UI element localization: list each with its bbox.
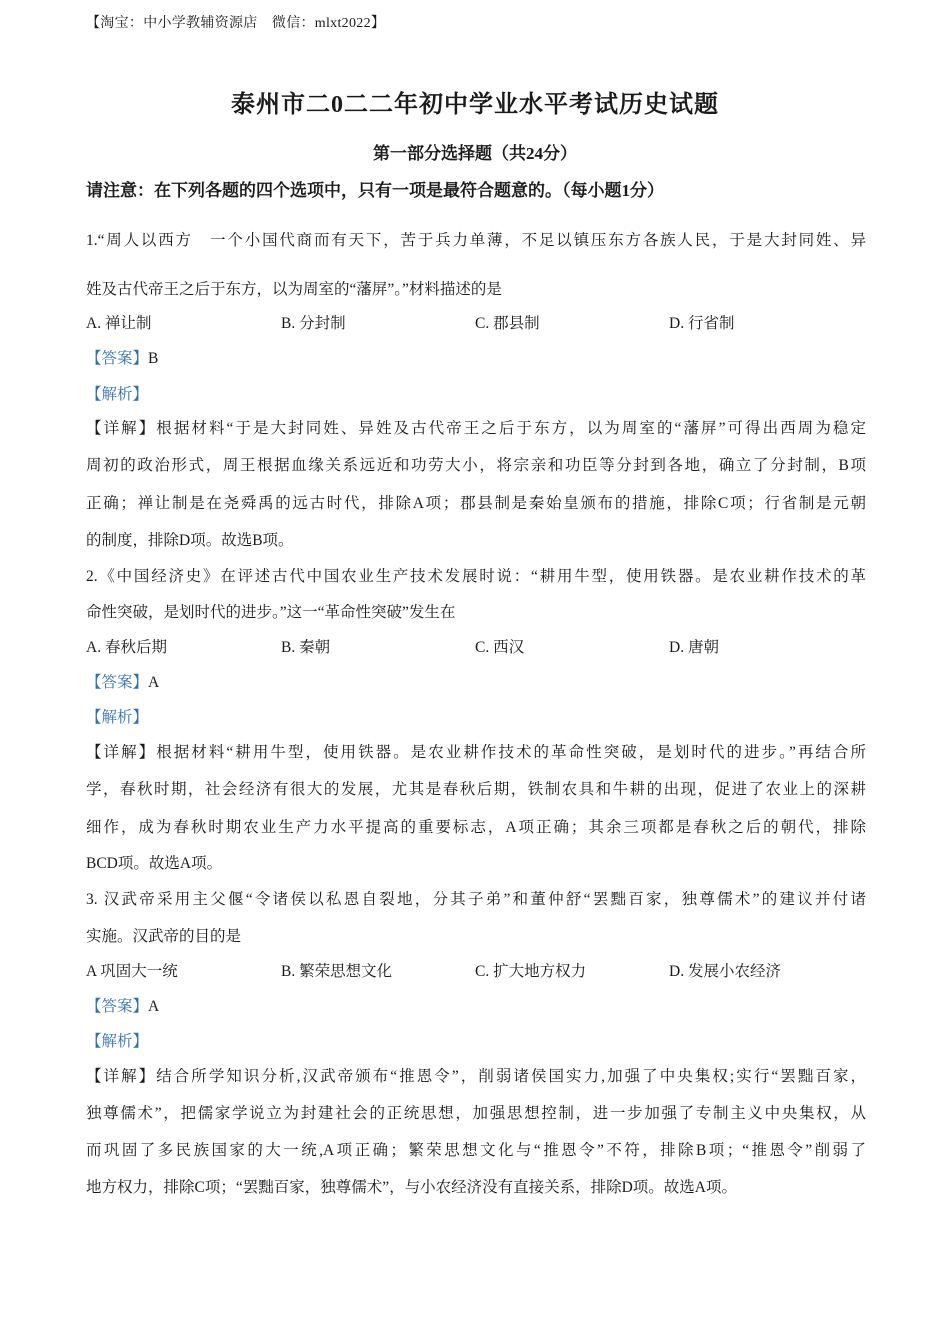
answer-label: 【答案】 bbox=[86, 674, 149, 691]
question-3-detail-line-1: 【详解】结合所学知识分析,汉武帝颁布“推恩令”，削弱诸侯国实力,加强了中央集权;实行“罢黜百家， bbox=[86, 1068, 866, 1085]
question-1-detail-line-2: 周初的政治形式，周王根据血缘关系远近和功劳大小，将宗亲和功臣等分封到各地，确立了分封制，B项 bbox=[86, 457, 866, 474]
question-2-detail-line-4: BCD项。故选A项。 bbox=[86, 855, 223, 872]
question-1-analysis bbox=[86, 382, 866, 404]
question-2-option-c: C. 西汉 bbox=[475, 639, 525, 656]
question-3-stem-line-1: 3. 汉武帝采用主父偃“令诸侯以私恩自裂地，分其子弟”和董仲舒“罢黜百家，独尊儒术”的建议并付诸 bbox=[86, 891, 866, 908]
question-2-detail-line-1: 【详解】根据材料“耕用牛型，使用铁器。是农业耕作技术的革命性突破，是划时代的进步。”再结合所 bbox=[86, 744, 866, 761]
question-2-answer bbox=[86, 670, 866, 692]
question-3-answer bbox=[86, 994, 866, 1016]
question-3-detail-line-3: 而巩固了多民族国家的大一统,A项正确；繁荣思想文化与“推恩令”不符，排除B项；“推恩令”削弱了 bbox=[86, 1142, 866, 1159]
page-title: 泰州市二0二二年初中学业水平考试历史试题 bbox=[231, 92, 719, 118]
detail-label: 【详解】 bbox=[86, 420, 157, 437]
question-1-option-c: C. 郡县制 bbox=[475, 315, 540, 332]
answer-value: B bbox=[148, 350, 159, 367]
answer-value: A bbox=[148, 998, 160, 1015]
analysis-label: 【解析】 bbox=[86, 386, 149, 403]
answer-label: 【答案】 bbox=[86, 998, 149, 1015]
instructions-notice: 请注意：在下列各题的四个选项中，只有一项是最符合题意的。（每小题1分） bbox=[86, 181, 664, 200]
question-2-option-d: D. 唐朝 bbox=[669, 639, 719, 656]
question-3-detail-line-2: 独尊儒术”，把儒家学说立为封建社会的正统思想，加强思想控制，进一步加强了专制主义中央集权，从 bbox=[86, 1105, 866, 1122]
question-1-stem-line-2: 姓及古代帝王之后于东方，以为周室的“藩屏”。”材料描述的是 bbox=[86, 281, 502, 298]
detail-label: 【详解】 bbox=[86, 1068, 157, 1085]
analysis-label: 【解析】 bbox=[86, 1033, 149, 1050]
question-3-stem-line-2: 实施。汉武帝的目的是 bbox=[86, 928, 242, 945]
header-note: 【淘宝：中小学教辅资源店 微信：mlxt2022】 bbox=[86, 16, 386, 31]
question-2-detail-line-3: 细作，成为春秋时期农业生产力水平提高的重要标志，A项正确；其余三项都是春秋之后的朝代，排除 bbox=[86, 819, 866, 836]
question-2-option-a: A. 春秋后期 bbox=[86, 639, 167, 656]
question-3-option-a: A 巩固大一统 bbox=[86, 963, 178, 980]
question-2-detail-line-2: 学，春秋时期，社会经济有很大的发展，尤其是春秋后期，铁制农具和牛耕的出现，促进了农业上的深耕 bbox=[86, 781, 866, 798]
question-2-stem-line-1: 2.《中国经济史》在评述古代中国农业生产技术发展时说：“耕用牛型，使用铁器。是农业耕作技术的革 bbox=[86, 568, 866, 585]
question-1-detail-line-4: 的制度，排除D项。故选B项。 bbox=[86, 532, 294, 549]
detail-label: 【详解】 bbox=[86, 744, 157, 761]
question-1-answer bbox=[86, 346, 866, 368]
question-1-detail-line-1: 【详解】根据材料“于是大封同姓、异姓及古代帝王之后于东方，以为周室的“藩屏”可得出西周为稳定 bbox=[86, 420, 866, 437]
section-title: 第一部分选择题（共24分） bbox=[373, 144, 577, 163]
question-3-detail-line-4: 地方权力，排除C项；“罢黜百家，独尊儒术”，与小农经济没有直接关系，排除D项。故选A项。 bbox=[86, 1179, 737, 1196]
question-1-detail-line-3: 正确；禅让制是在尧舜禹的远古时代，排除A项；郡县制是秦始皇颁布的措施，排除C项；行省制是元朝 bbox=[86, 495, 866, 512]
question-1-stem-line-1: 1.“周人以西方 一个小国代商而有天下，苦于兵力单薄，不足以镇压东方各族人民，于是大封同姓、异 bbox=[86, 232, 866, 249]
question-3-option-d: D. 发展小农经济 bbox=[669, 963, 781, 980]
question-1-option-b: B. 分封制 bbox=[281, 315, 346, 332]
question-2-stem-line-2: 命性突破，是划时代的进步。”这一“革命性突破”发生在 bbox=[86, 604, 456, 621]
question-2-analysis bbox=[86, 705, 866, 727]
question-1-option-d: D. 行省制 bbox=[669, 315, 735, 332]
question-3-option-c: C. 扩大地方权力 bbox=[475, 963, 587, 980]
question-2-option-b: B. 秦朝 bbox=[281, 639, 331, 656]
answer-label: 【答案】 bbox=[86, 350, 149, 367]
answer-value: A bbox=[148, 674, 160, 691]
question-3-option-b: B. 繁荣思想文化 bbox=[281, 963, 393, 980]
question-1-option-a: A. 禅让制 bbox=[86, 315, 152, 332]
analysis-label: 【解析】 bbox=[86, 709, 149, 726]
question-3-analysis bbox=[86, 1029, 866, 1051]
